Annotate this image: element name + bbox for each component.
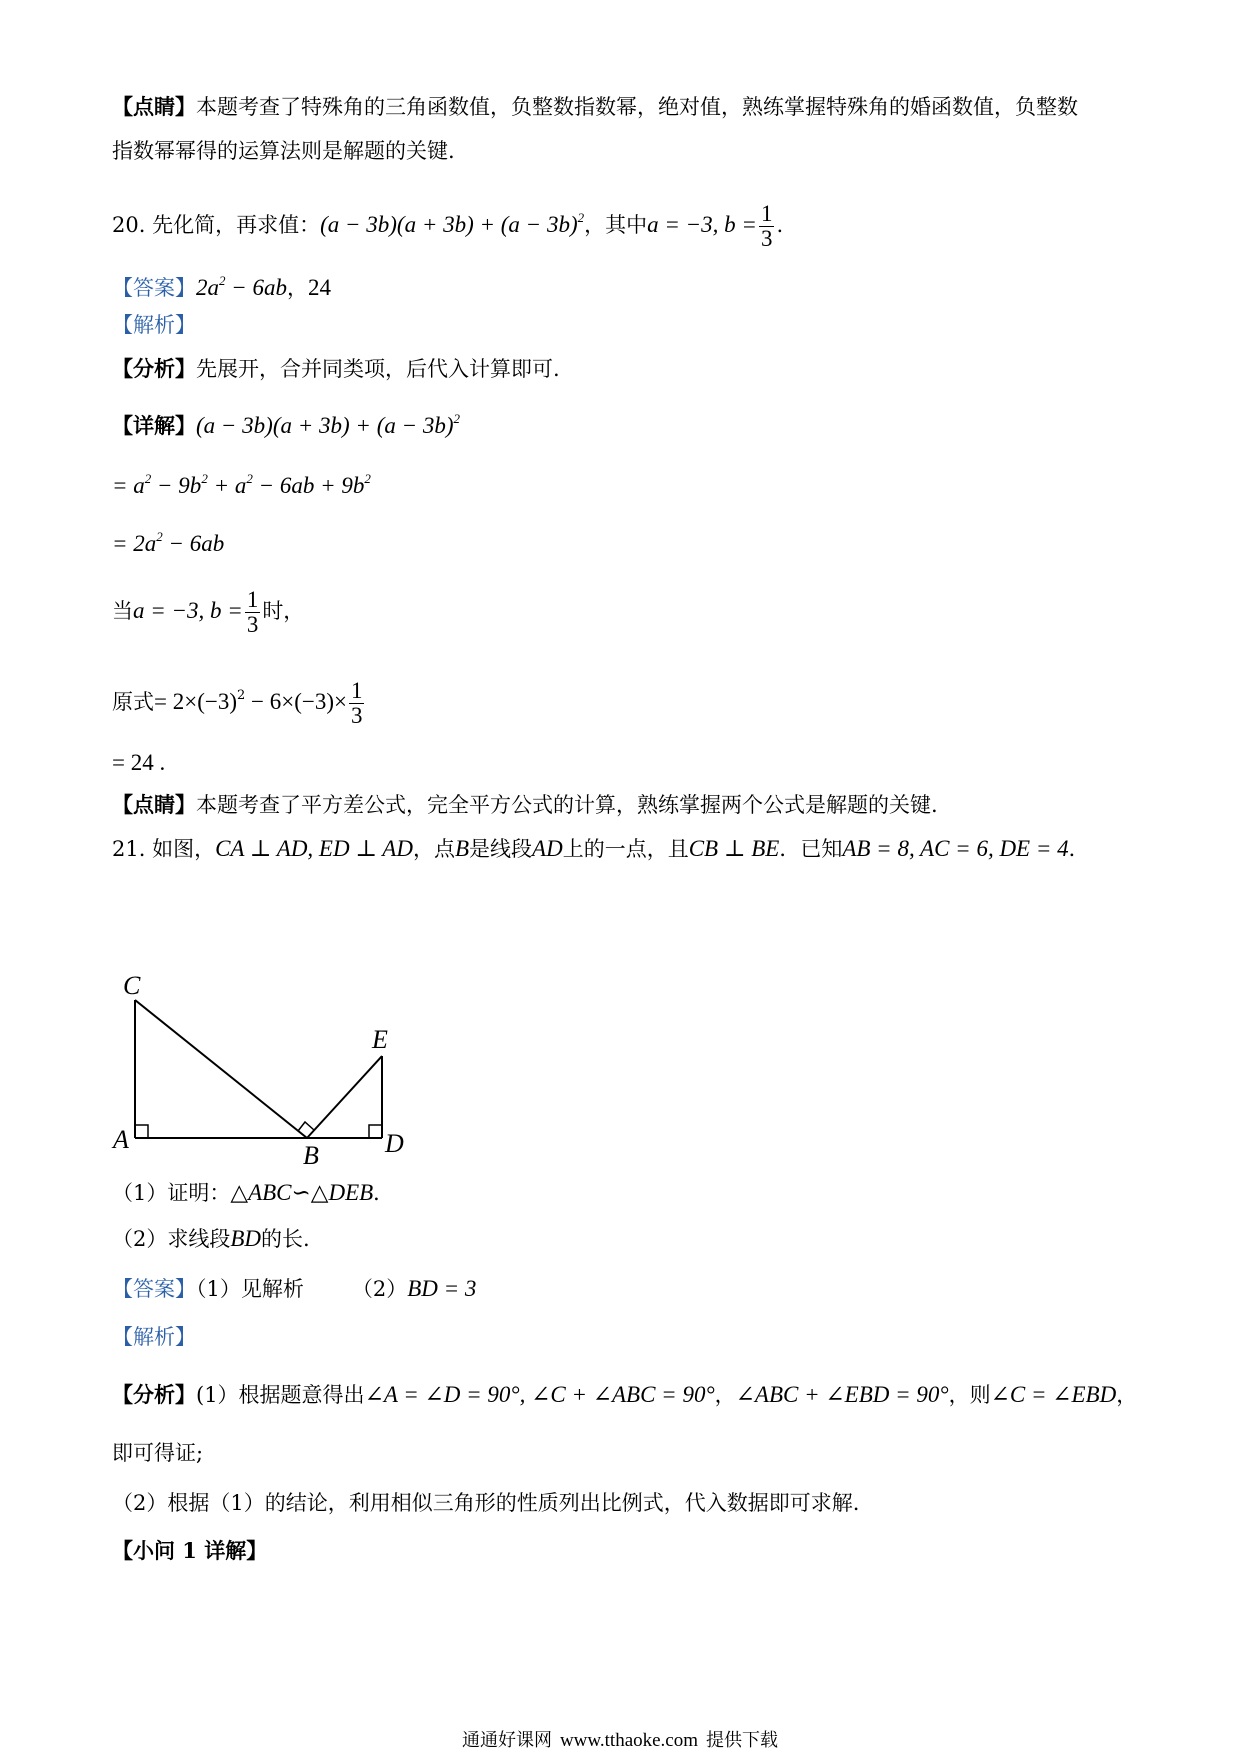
answer-separator: ， <box>287 276 309 300</box>
question-prompt: 先化简，再求值： <box>152 213 321 237</box>
dianjing-line-1 <box>112 92 1078 122</box>
label-c: C <box>123 971 141 1000</box>
step-1: = $a^2 - 9b^2 + a^2 - 6ab + 9b^2$ <box>112 471 371 498</box>
footer-prefix: 通通好课网 <box>461 1730 552 1751</box>
fraction: $\frac{1}{3}$ <box>246 587 259 637</box>
dianjing-text: 本题考查了平方差公式，完全平方公式的计算，熟练掌握两个公式是解题的关键. <box>196 793 938 817</box>
question-expression: $(a - 3b)(a + 3b) + (a - 3b)^2$ <box>320 210 585 237</box>
jiexi-tag-20: 【解析】 <box>112 313 196 337</box>
fenxi-21-line-3: （2）根据（1）的结论，利用相似三角形的性质列出比例式，代入数据即可求解. <box>112 1491 860 1515</box>
question-condition: a = −3, b = <box>647 212 757 237</box>
fraction: $\frac{1}{3}$ <box>760 201 773 251</box>
step-original: 原式= $2\times(-3)^2 - 6\times(-3)\times$ $\frac{1}{3}$ <box>112 678 363 728</box>
dianjing-2 <box>112 790 938 820</box>
answer-tag: 【答案】 <box>112 1277 196 1301</box>
answer-expression: $2a^2 - 6ab$ <box>196 273 288 300</box>
page-footer <box>0 1726 1240 1752</box>
answer-20 <box>112 266 331 303</box>
fenxi-text: 先展开，合并同类项，后代入计算即可. <box>196 357 560 381</box>
step-result: = 24 . <box>112 750 166 775</box>
geometry-figure <box>95 970 425 1170</box>
step-when: 当a = −3, b = $\frac{1}{3}$ 时， <box>112 587 305 637</box>
question-end: . <box>776 213 784 237</box>
segment-cb <box>135 1000 307 1138</box>
fenxi-tag: 【分析】 <box>112 356 196 381</box>
fenxi-21-line-2: 即可得证; <box>112 1441 204 1465</box>
fraction: $\frac{1}{3}$ <box>350 678 363 728</box>
xiaowen-1-heading: 【小问 1 详解】 <box>112 1538 268 1563</box>
fenxi-20 <box>112 354 560 384</box>
xiangjie-tag: 【详解】 <box>112 413 196 438</box>
right-angle-a <box>135 1125 148 1138</box>
q21-part-1: （1）证明：△ABC∽△DEB． <box>112 1180 395 1205</box>
step-2: = $2a^2 - 6ab$ <box>112 529 225 556</box>
dianjing-text-1: 本题考查了特殊角的三角函数值，负整数指数幂，绝对值，熟练掌握特殊角的婚函数值，负整数 <box>196 95 1078 119</box>
answer-tag: 【答案】 <box>112 276 196 300</box>
xiangjie-20 <box>112 404 460 441</box>
xiangjie-expression: $(a - 3b)(a + 3b) + (a - 3b)^2$ <box>196 411 461 438</box>
fenxi-21-line-1: 【分析】(1）根据题意得出∠A = ∠D = 90°, ∠C + ∠ABC = 90°，∠ABC + ∠EBD = 90°，则∠C = ∠EBD， <box>112 1382 1138 1407</box>
right-angle-d <box>369 1125 382 1138</box>
answer-value: 24 <box>308 275 332 300</box>
label-e: E <box>372 1025 388 1054</box>
footer-suffix: 提供下载 <box>706 1730 779 1751</box>
answer-21: 【答案】（1）见解析 （2）BD = 3 <box>112 1276 477 1301</box>
label-d: D <box>385 1129 404 1158</box>
right-angle-b <box>298 1122 314 1131</box>
dianjing-tag: 【点睛】 <box>112 792 196 817</box>
question-number: 20. <box>112 213 153 237</box>
question-21: 21. 如图，CA ⊥ AD, ED ⊥ AD，点B是线段AD上的一点，且CB ⊥ BE．已知AB = 8, AC = 6, DE = 4． <box>112 836 1090 861</box>
footer-url: www.tthaoke.com <box>559 1730 699 1751</box>
question-where: ，其中 <box>584 213 648 237</box>
dianjing-tag: 【点睛】 <box>112 94 196 119</box>
label-b: B <box>303 1141 319 1170</box>
question-20 <box>112 198 783 251</box>
q21-part-2: （2）求线段BD的长. <box>112 1226 310 1251</box>
dianjing-line-2: 指数幂幂得的运算法则是解题的关键. <box>112 139 455 163</box>
jiexi-tag-21: 【解析】 <box>112 1325 196 1349</box>
label-a: A <box>113 1125 129 1154</box>
